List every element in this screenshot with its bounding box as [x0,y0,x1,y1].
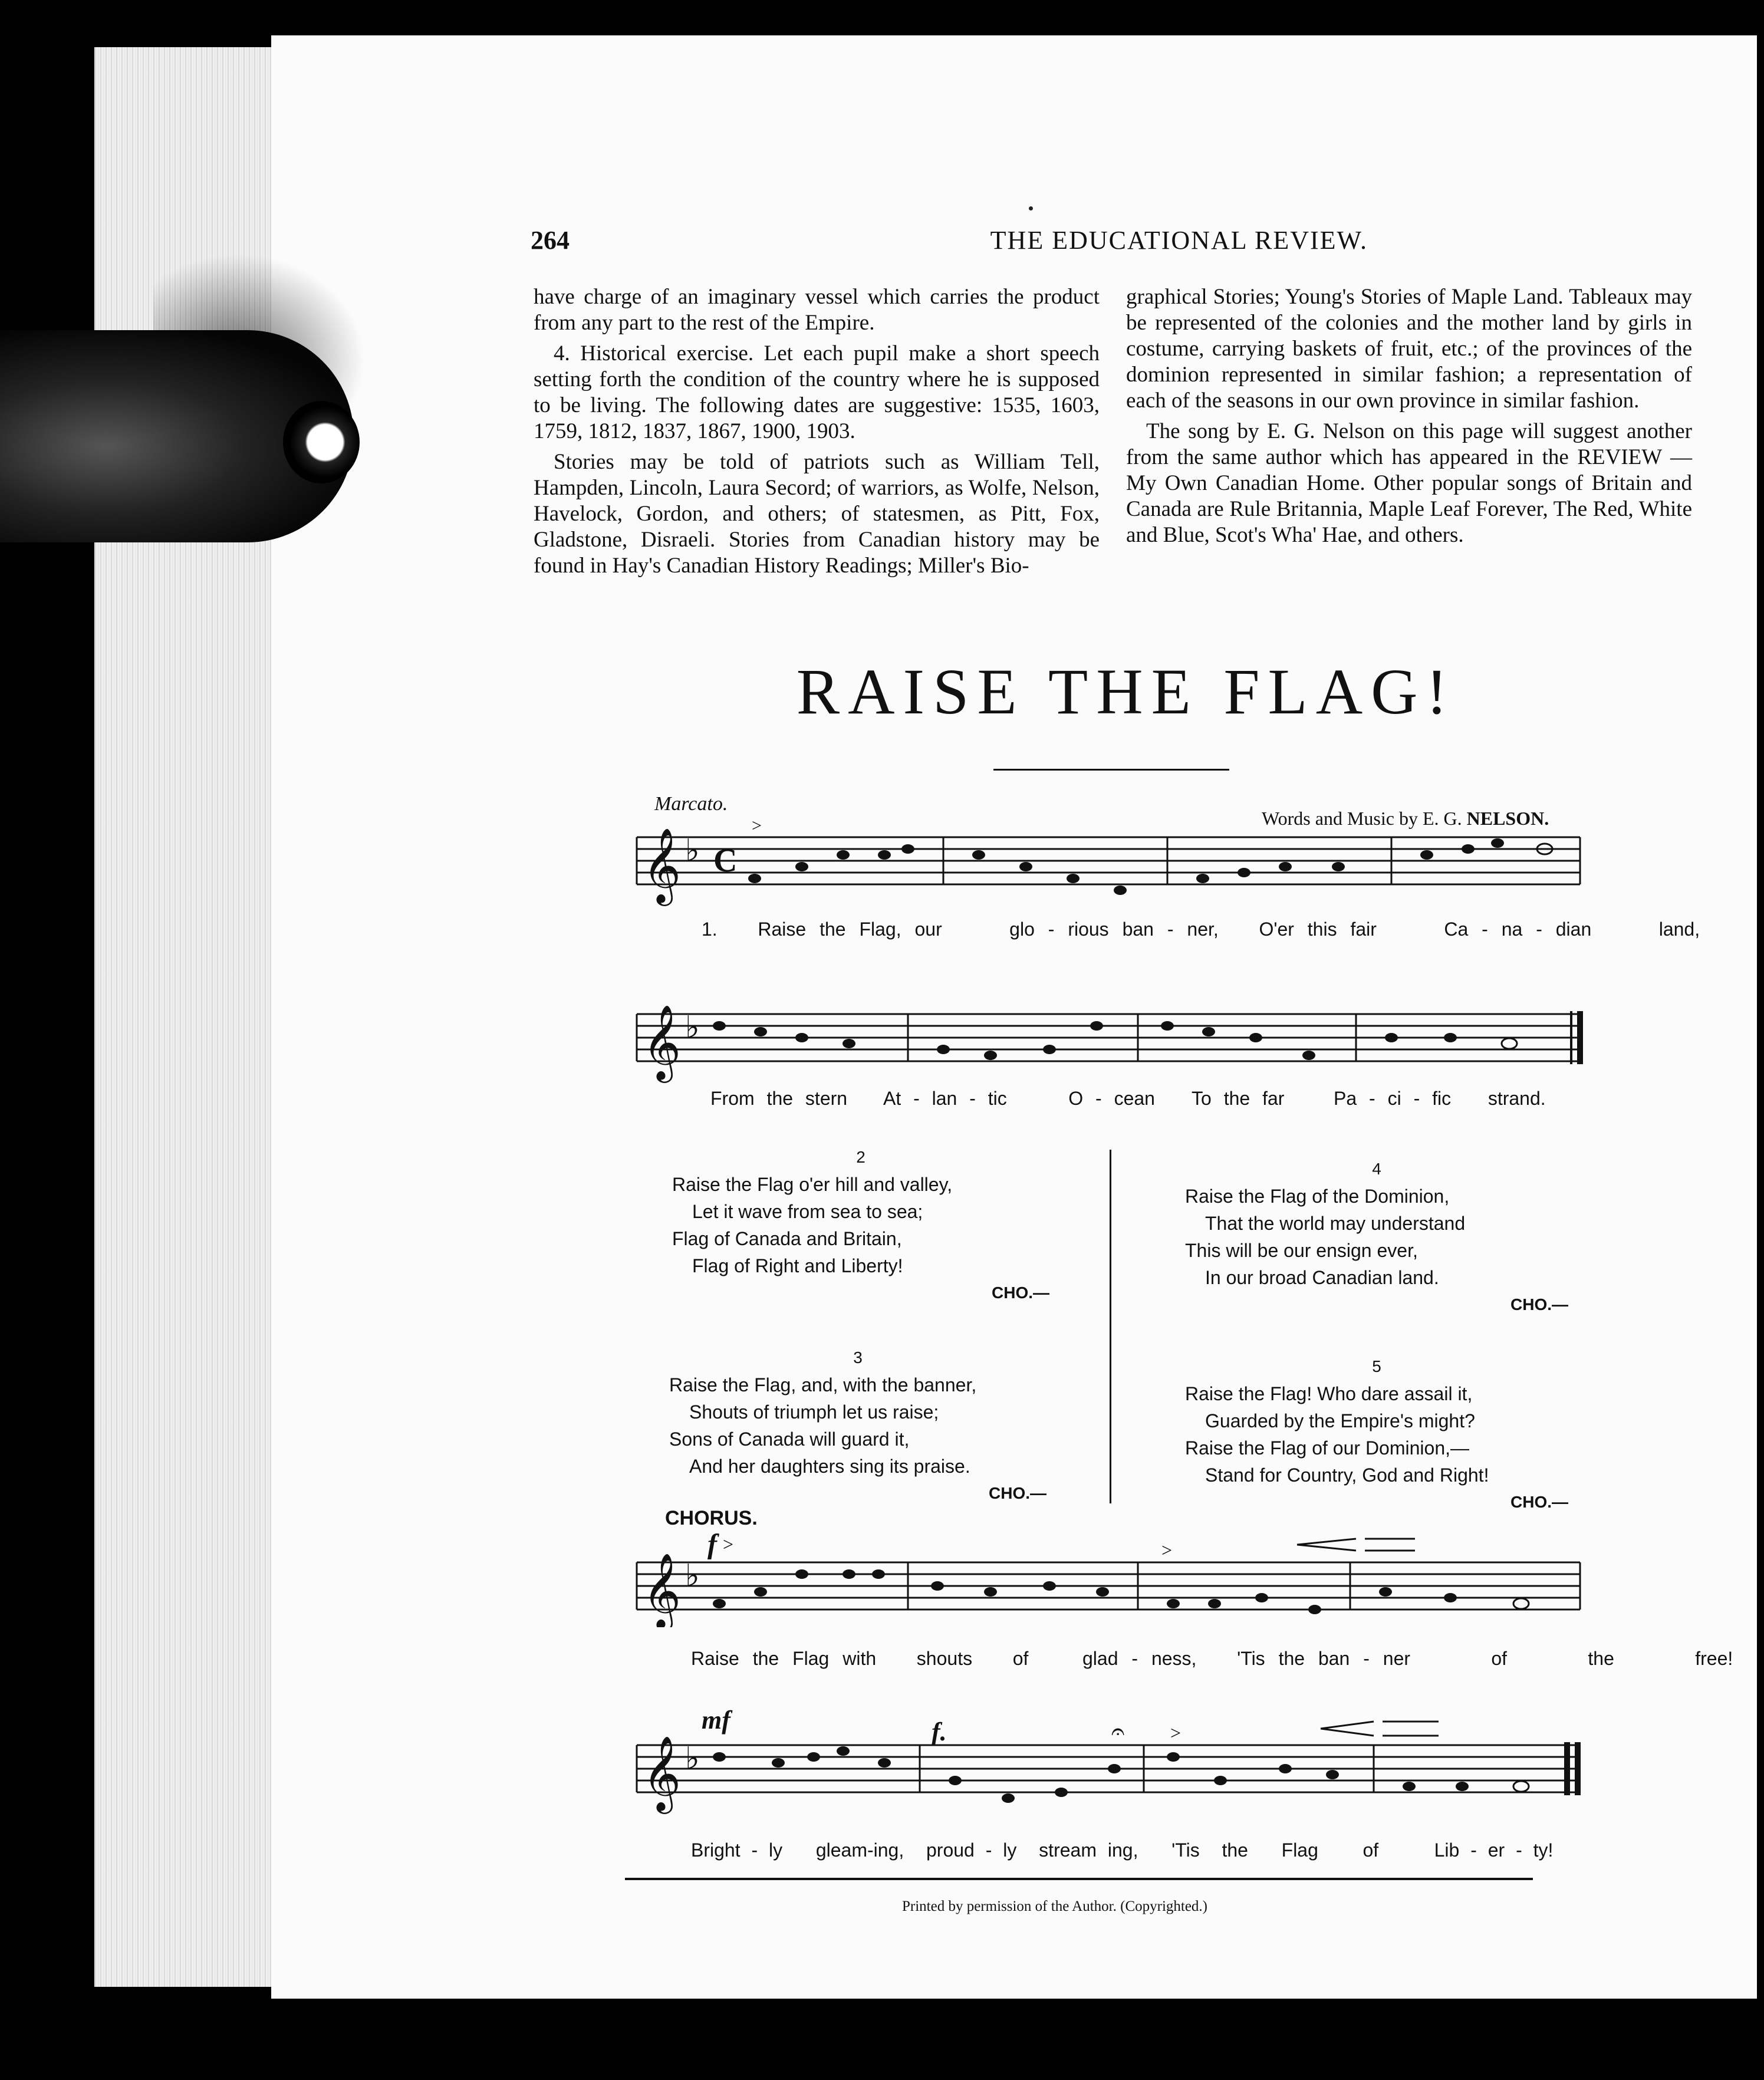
lyric-syllable: stream [1039,1839,1097,1861]
verse-line: Raise the Flag of our Dominion,— [1185,1437,1469,1459]
running-head: THE EDUCATIONAL REVIEW. [990,226,1368,255]
verse-line: Flag of Canada and Britain, [672,1228,902,1249]
lyric-syllable: strand. [1487,1088,1546,1109]
chorus-cue: CHO.— [1510,1493,1568,1511]
accent-mark: > [723,1533,734,1555]
verse-number: 2 [856,1148,865,1166]
lyric-syllable: the [752,1648,779,1669]
verse-4 [1185,1156,1568,1318]
lyric-syllable: our [914,919,942,940]
lyric-syllable: ness, [1151,1648,1197,1669]
verse-number: 3 [853,1348,863,1367]
paragraph: 4. Historical exercise. Let each pupil make a short speech setting forth the condition of the country where he is supposed to be living. The following dates are suggestive: 1535, 1603, 1759, 1812, 1837, 1867, 1900, 1903. [534,341,1100,443]
lyric-syllable: fair [1350,919,1377,940]
left-column [534,284,1100,584]
music-staff-3 [625,1527,1592,1627]
lyric-syllable: rious [1068,919,1109,940]
lyric-syllable: ty! [1533,1839,1554,1861]
paragraph: The song by E. G. Nelson on this page will suggest another from the same author which has appeared in the REVIEW — My Own Canadian Home. Other popular songs of Britain and Canada are Rule Britannia, Maple Leaf Forever, The Red, White and Blue, Scot's Wha' Hae, and others. [1126,419,1692,547]
verse-2 [672,1144,1049,1306]
lyric-line-2 [710,1088,1546,1110]
lyric-syllable: Ca [1444,919,1469,940]
lyric-syllable: the [1223,1088,1250,1109]
lyric-syllable: far [1262,1088,1285,1109]
accent-mark: > [1161,1539,1173,1561]
lyric-syllable: proud [926,1839,975,1861]
lyric-syllable: ing, [1107,1839,1138,1861]
notes [748,838,1552,895]
verse-5 [1185,1353,1568,1516]
lyric-syllable: - [1482,919,1488,940]
verse-line: And her daughters sing its praise. [689,1456,970,1477]
lyric-syllable: ner, [1187,919,1219,940]
lyric-syllable: Flag [1281,1839,1318,1861]
lyric-syllable: O'er [1259,919,1294,940]
lyric-syllable: lan [932,1088,957,1109]
fermata-icon: 𝄐 [1111,1718,1125,1745]
lyric-line-4 [691,1839,1553,1861]
flat-icon: ♭ [685,1742,700,1776]
verse-divider [1110,1150,1111,1503]
lyric-syllable: ban [1122,919,1154,940]
lyric-syllable: - [1369,1088,1375,1109]
chorus-cue: CHO.— [992,1283,1049,1302]
lyric-syllable: 1. [702,919,718,940]
lyric-syllable: the [766,1088,794,1109]
lyric-syllable: Lib [1434,1839,1460,1861]
lyric-syllable: - [1470,1839,1477,1861]
music-staff-4 [625,1704,1592,1816]
lyric-syllable: ner [1383,1648,1411,1669]
lyric-syllable: glo [1009,919,1035,940]
tempo-marking: Marcato. [654,793,728,815]
lyric-syllable: - [751,1839,758,1861]
lyric-syllable: O [1068,1088,1084,1109]
lyric-syllable: - [969,1088,976,1109]
lyric-syllable: Raise [758,919,807,940]
lyric-syllable: dian [1555,919,1592,940]
lyric-syllable: - [913,1088,920,1109]
lyric-syllable: - [1095,1088,1102,1109]
lyric-line-3 [691,1648,1733,1670]
page-number: 264 [531,226,570,255]
thumbnail-highlight [283,401,360,483]
lyric-syllable: the [820,919,846,940]
lyric-syllable: of [1363,1839,1379,1861]
accent-mark: > [1170,1722,1182,1743]
lyric-syllable: shouts [916,1648,973,1669]
lyric-syllable: ci [1387,1088,1401,1109]
accent-mark: > [752,816,762,835]
lyric-syllable: ban [1318,1648,1350,1669]
title-rule [993,769,1229,771]
lyric-syllable: - [1536,919,1542,940]
lyric-syllable: fic [1432,1088,1452,1109]
chorus-cue: CHO.— [989,1484,1046,1502]
song-title: RAISE THE FLAG! [796,656,1456,728]
treble-clef-icon: 𝄞 [643,1735,682,1811]
paragraph: Stories may be told of patriots such as William Tell, Hampden, Lincoln, Laura Secord; of warriors, as Wolfe, Nelson, Havelock, Gordon, and others; of statesmen, as Pitt, Fox, Gladstone, Disraeli. Stories from Canadian history may be found in Hay's Canadian History Readings; Miller's Bio- [534,450,1100,578]
lyric-syllable: of [1491,1648,1508,1669]
dynamic-mark: f. [932,1717,947,1746]
chorus-cue: CHO.— [1510,1295,1568,1314]
verse-line: Guarded by the Empire's might? [1205,1410,1475,1431]
bottom-rule [625,1878,1533,1880]
lyric-syllable: tic [988,1088,1007,1109]
lyric-syllable: To [1192,1088,1212,1109]
lyric-syllable: From [710,1088,755,1109]
lyric-syllable: this [1307,919,1337,940]
lyric-syllable: - [1516,1839,1522,1861]
verse-line: Shouts of triumph let us raise; [689,1401,939,1423]
lyric-syllable: ly [1003,1839,1017,1861]
verse-line: Let it wave from sea to sea; [692,1201,923,1222]
lyric-syllable: Flag [792,1648,830,1669]
lyric-syllable: - [985,1839,992,1861]
lyric-syllable: Raise [691,1648,739,1669]
lyric-syllable: Flag, [859,919,901,940]
lyric-syllable: - [1167,919,1174,940]
music-staff-1 [625,814,1592,914]
lyric-syllable: of [1012,1648,1029,1669]
notes [713,1746,1529,1803]
verse-line: Raise the Flag of the Dominion, [1185,1186,1450,1207]
staff-lines [637,837,1580,884]
treble-clef-icon: 𝄞 [643,1552,682,1627]
lyric-syllable: 'Tis [1171,1839,1200,1861]
verse-number: 4 [1372,1160,1381,1178]
lyric-syllable: - [1413,1088,1420,1109]
verse-line: Flag of Right and Liberty! [692,1255,903,1276]
lyric-syllable: cean [1114,1088,1155,1109]
lyric-syllable: - [1048,919,1055,940]
credit-name: NELSON. [1466,808,1549,829]
flat-icon: ♭ [685,1011,700,1045]
right-column [1126,284,1692,553]
lyric-syllable: Bright [691,1839,741,1861]
lyric-syllable: the [1278,1648,1305,1669]
verse-line: Raise the Flag o'er hill and valley, [672,1174,953,1195]
verse-line: That the world may understand [1205,1213,1466,1234]
dynamic-mark: f [707,1529,717,1560]
verse-number: 5 [1372,1357,1381,1375]
paragraph: graphical Stories; Young's Stories of Maple Land. Tableaux may be represented of the colonies and the mother land by girls in costume, carrying baskets of fruit, etc.; of the provinces of the dominion represented in similar fashion; a representation of each of the seasons in our own province in similar fashion. [1126,285,1692,413]
verse-line: In our broad Canadian land. [1205,1267,1439,1288]
music-staff-2 [625,990,1592,1091]
common-time-icon: C [713,842,738,879]
lyric-syllable: land, [1658,919,1700,940]
lyric-line-1 [702,919,1700,940]
lyric-syllable: free! [1695,1648,1733,1669]
paragraph: have charge of an imaginary vessel which carries the product from any part to the rest of the Empire. [534,285,1100,335]
lyric-syllable: ly [769,1839,783,1861]
verse-line: Raise the Flag! Who dare assail it, [1185,1383,1473,1404]
lyric-syllable: glad [1082,1648,1118,1669]
printer-dot [1029,206,1033,210]
verse-line: Sons of Canada will guard it, [669,1429,910,1450]
lyric-syllable: the [1222,1839,1248,1861]
lyric-syllable: Pa [1334,1088,1357,1109]
lyric-syllable: gleam-ing, [815,1839,904,1861]
lyric-syllable: 'Tis [1237,1648,1265,1669]
chorus-heading: CHORUS. [665,1507,758,1529]
verse-line: This will be our ensign ever, [1185,1240,1418,1261]
treble-clef-icon: 𝄞 [643,1004,682,1080]
notes [713,1021,1517,1060]
verse-line: Stand for Country, God and Right! [1205,1464,1489,1486]
flat-icon: ♭ [685,834,700,868]
flat-icon: ♭ [685,1559,700,1593]
lyric-syllable: with [842,1648,877,1669]
verse-3 [669,1344,1046,1507]
lyric-syllable: the [1588,1648,1614,1669]
lyric-syllable: - [1363,1648,1370,1669]
page-header [531,225,1368,261]
credit-prefix: Words and Music by E. G. [1262,808,1462,829]
verse-line: Raise the Flag, and, with the banner, [669,1374,977,1396]
lyric-syllable: er [1487,1839,1505,1861]
lyric-syllable: At [883,1088,901,1109]
copyright-footer: Printed by permission of the Author. (Copyrighted.) [902,1898,1208,1914]
treble-clef-icon: 𝄞 [643,827,682,903]
lyric-syllable: na [1501,919,1523,940]
lyric-syllable: stern [805,1088,848,1109]
notes [713,1569,1529,1614]
dynamic-mark: mf [702,1706,730,1735]
lyric-syllable: - [1131,1648,1138,1669]
